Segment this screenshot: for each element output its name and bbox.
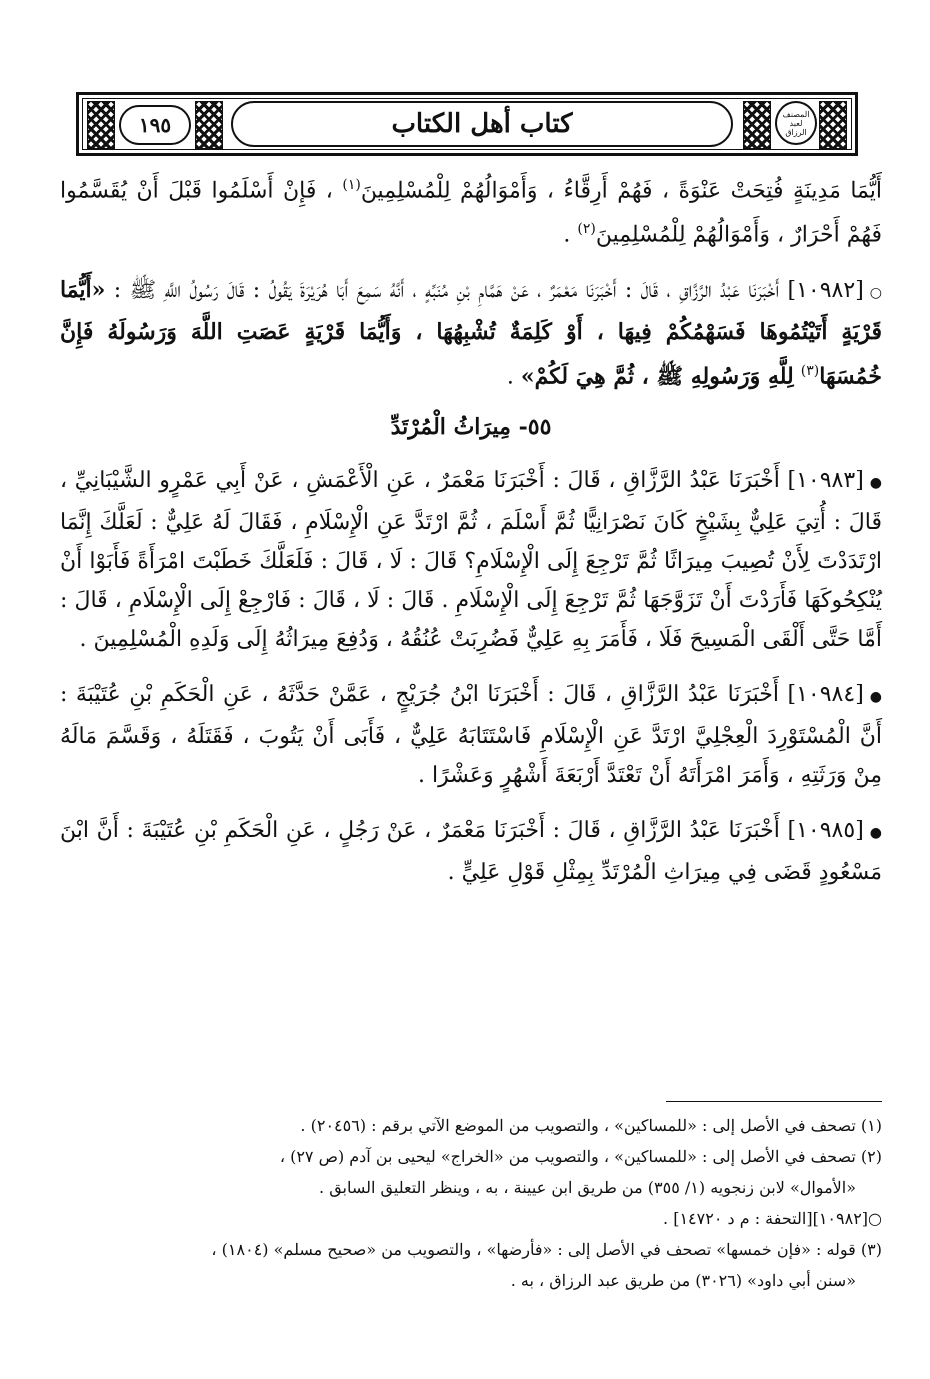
main-text	[60, 166, 882, 892]
ornament-icon	[87, 101, 115, 149]
matn: «أَيُّمَا قَرْيَةٍ أَتَيْتُمُوهَا فَسَهْمُكُمْ فِيهَا ، أَوْ كَلِمَةٌ تُشْبِهُهَا ، وَأَيُّمَا قَرْيَةٍ عَصَتِ اللَّهَ وَرَسُولَهُ فَإِنَّ خُمُسَهَا	[60, 276, 882, 389]
footnote-1: (١) تصحف في الأصل إلى : «للمساكين» ، والتصويب من الموضع الآتي برقم : (٢٠٤٥٦) .	[300, 1116, 882, 1135]
footnotes	[60, 1110, 882, 1296]
footnote-ref[interactable]: (٣)	[800, 362, 820, 379]
hollow-circle-icon: ○	[869, 284, 882, 301]
page-number: ١٩٥	[119, 105, 191, 145]
hadith-text: أَخْبَرَنَا عَبْدُ الرَّزَّاقِ ، قَالَ : أَخْبَرَنَا ابْنُ جُرَيْجٍ ، عَمَّنْ حَدَّثَهُ ، عَنِ الْحَكَمِ بْنِ عُتَيْبَةَ : أَنَّ الْمُسْتَوْرِدَ الْعِجْلِيَّ ارْتَدَّ عَنِ الْإِسْلَامِ فَاسْتَتَابَهُ عَلِيٌّ ، فَأَبَى أَنْ يَتُوبَ ، فَقَتَلَهُ ، وَقَسَّمَ مَالَهُ مِنْ وَرَثَتِهِ ، وَأَمَرَ امْرَأَتَهُ أَنْ تَعْتَدَّ أَرْبَعَةَ أَشْهُرٍ وَعَشْرًا .	[60, 681, 882, 788]
footnote-3-cont: «سنن أبي داود» (٣٠٢٦) من طريق عبد الرزاق ، به .	[510, 1271, 856, 1290]
page-header	[76, 92, 858, 156]
hadith-number: [١٠٩٨٤]	[787, 681, 864, 707]
footnote-ref[interactable]: (٢)	[577, 221, 596, 238]
ornament-icon	[819, 101, 847, 149]
hadith-number: [١٠٩٨٣]	[787, 467, 864, 493]
hadith-text: أَخْبَرَنَا عَبْدُ الرَّزَّاقِ ، قَالَ : أَخْبَرَنَا مَعْمَرٌ ، عَنْ رَجُلٍ ، عَنِ الْحَكَمِ بْنِ عُتَيْبَةَ : أَنَّ ابْنَ مَسْعُودٍ قَضَى فِي مِيرَاثِ الْمُرْتَدِّ بِمِثْلِ قَوْلِ عَلِيٍّ .	[60, 817, 882, 885]
hadith-10984	[60, 675, 882, 795]
matn: لِلَّهِ وَرَسُولِهِ ﷺ ، ثُمَّ هِيَ لَكُمْ»	[520, 362, 794, 389]
continuation-paragraph: أَيُّمَا مَدِينَةٍ فُتِحَتْ عَنْوَةً ، فَهُمْ أَرِقَّاءُ ، وَأَمْوَالُهُمْ لِلْمُسْلِمِينَ$^{(١)}$ ، فَإِنْ أَسْلَمُوا قَبْلَ أَنْ يُقَسَّمُوا فَهُمْ أَحْرَارٌ ، وَأَمْوَالُهُمْ لِلْمُسْلِمِينَ$^{(٢)}$ .	[60, 177, 882, 248]
footnote-tuhfa: ○[١٠٩٨٢][التحفة : م د ١٤٧٢٠] .	[663, 1209, 882, 1228]
hadith-10985	[60, 811, 882, 892]
isnad: أَخْبَرَنَا عَبْدُ الرَّزَّاقِ ، قَالَ : أَخْبَرَنَا مَعْمَرٌ ، عَنْ هَمَّامِ بْنِ مُنَبِّهٍ ، أَنَّهُ سَمِعَ أَبَا هُرَيْرَةَ يَقُولُ : قَالَ رَسُولُ اللَّهِ ﷺ :	[113, 277, 780, 303]
ornament-icon	[743, 101, 771, 149]
footnote-2: (٢) تصحف في الأصل إلى : «للمساكين» ، والتصويب من «الخراج» ليحيى بن آدم (ص ٢٧) ،	[279, 1147, 882, 1166]
hadith-number: [١٠٩٨٢]	[787, 277, 864, 303]
book-title: كتاب أهل الكتاب	[231, 101, 733, 147]
hadith-10982: ○[١٠٩٨٢] أَخْبَرَنَا عَبْدُ الرَّزَّاقِ ، قَالَ : أَخْبَرَنَا مَعْمَرٌ ، عَنْ هَمَّامِ بْنِ مُنَبِّهٍ ، أَنَّهُ سَمِعَ أَبَا هُرَيْرَةَ يَقُولُ : قَالَ رَسُولُ اللَّهِ ﷺ : «أَيُّمَا قَرْيَةٍ أَتَيْتُمُوهَا فَسَهْمُكُمْ فِيهَا ، أَوْ كَلِمَةٌ تُشْبِهُهَا ، وَأَيُّمَا قَرْيَةٍ عَصَتِ اللَّهَ وَرَسُولَهُ فَإِنَّ خُمُسَهَا$^{(٣)}$ لِلَّهِ وَرَسُولِهِ ﷺ ، ثُمَّ هِيَ لَكُمْ» .	[60, 271, 882, 396]
ornament-icon	[195, 101, 223, 149]
footnote-3: (٣) قوله : «فإن خمسها» تصحف في الأصل إلى : «فأرضها» ، والتصويب من «صحيح مسلم» (١٨٠٤) ،	[211, 1240, 882, 1259]
hollow-circle-icon: ○	[868, 1209, 882, 1228]
hadith-text: أَخْبَرَنَا عَبْدُ الرَّزَّاقِ ، قَالَ : أَخْبَرَنَا مَعْمَرٌ ، عَنِ الْأَعْمَشِ ، عَنْ أَبِي عَمْرٍو الشَّيْبَانِيِّ ، قَالَ : أُتِيَ عَلِيٌّ بِشَيْخٍ كَانَ نَصْرَانِيًّا ثُمَّ أَسْلَمَ ، ثُمَّ ارْتَدَّ عَنِ الْإِسْلَامِ ، فَقَالَ لَهُ عَلِيٌّ : لَعَلَّكَ إِنَّمَا ارْتَدَدْتَ لِأَنْ تُصِيبَ مِيرَاثًا ثُمَّ تَرْجِعَ إِلَى الْإِسْلَامِ؟ قَالَ : لَا ، قَالَ : فَلَعَلَّكَ خَطَبْتَ امْرَأَةً فَأَبَوْا أَنْ يُنْكِحُوكَهَا فَأَرَدْتَ أَنْ تَزَوَّجَهَا ثُمَّ تَرْجِعَ إِلَى الْإِسْلَامِ . قَالَ : لَا ، قَالَ : فَارْجِعْ إِلَى الْإِسْلَامِ ، قَالَ : أَمَّا حَتَّى أَلْقَى الْمَسِيحَ فَلَا ، فَأَمَرَ بِهِ عَلِيٌّ فَضُرِبَتْ عُنُقُهُ ، وَدُفِعَ مِيرَاثُهُ إِلَى وَلَدِهِ الْمُسْلِمِينَ .	[60, 467, 882, 652]
seal-logo: المصنف لعبد الرزاق	[775, 101, 817, 145]
section-heading: ٥٥- مِيرَاثُ الْمُرْتَدِّ	[390, 413, 552, 440]
footnote-divider	[666, 1101, 882, 1102]
filled-circle-icon: ●	[869, 474, 882, 491]
hadith-number: [١٠٩٨٥]	[787, 817, 864, 843]
footnote-2-cont: «الأموال» لابن زنجويه (١/ ٣٥٥) من طريق ابن عيينة ، به ، وينظر التعليق السابق .	[319, 1178, 856, 1197]
hadith-10983	[60, 461, 882, 659]
filled-circle-icon: ●	[869, 688, 882, 705]
filled-circle-icon: ●	[869, 824, 882, 841]
footnote-ref[interactable]: (١)	[342, 177, 361, 193]
